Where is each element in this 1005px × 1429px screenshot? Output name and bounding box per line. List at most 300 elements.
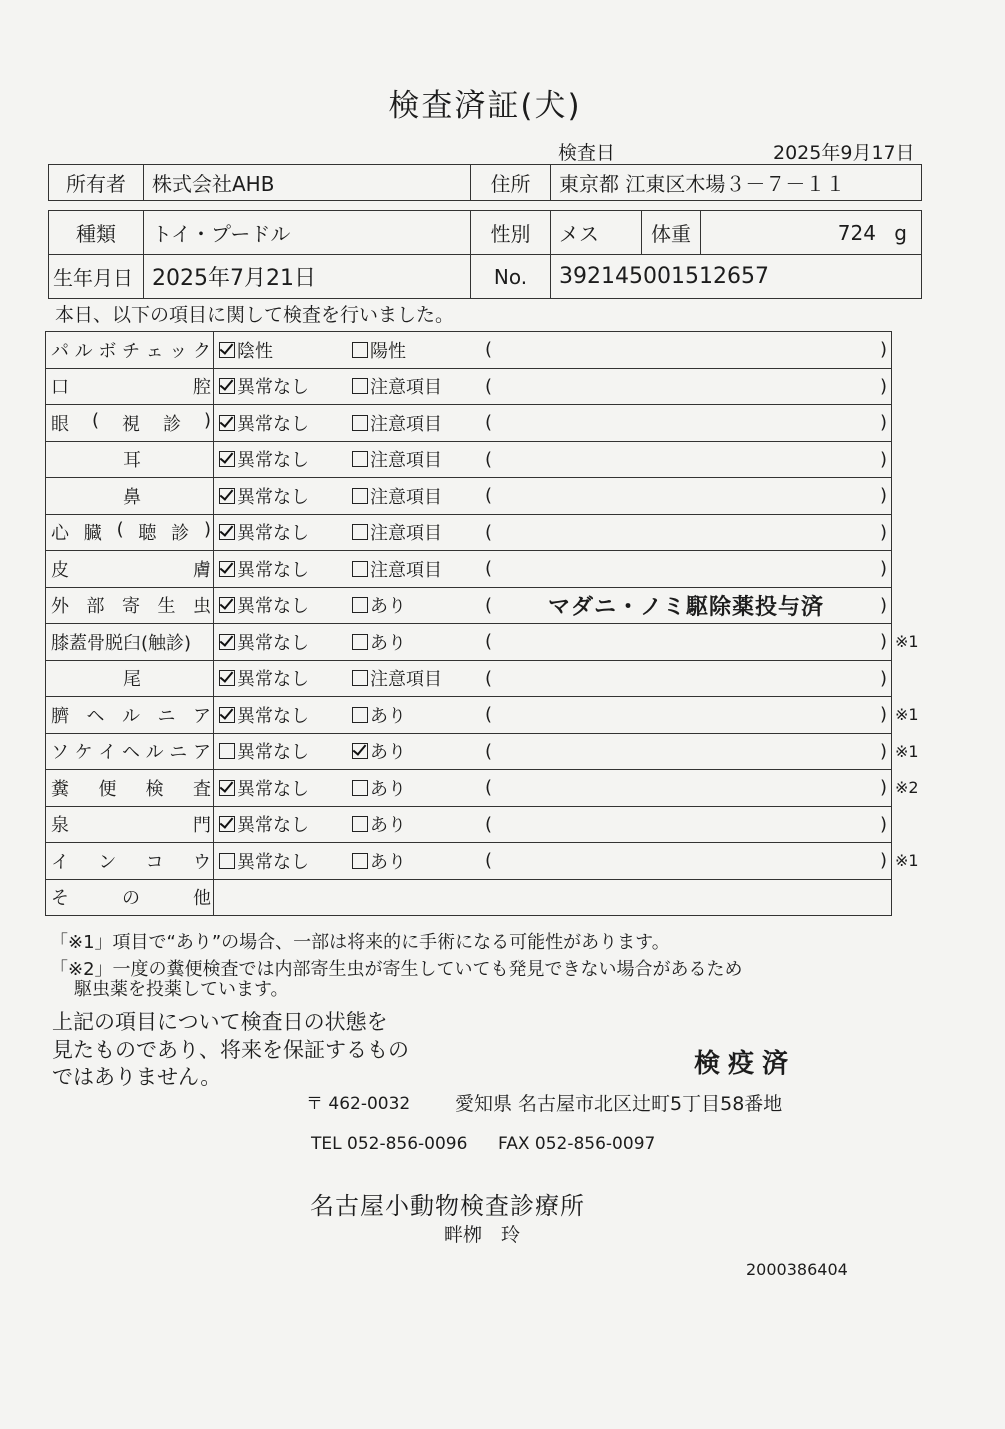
footnote-2a: 「※2」一度の糞便検査では内部寄生虫が寄生していても発見できない場合があるため [50, 959, 743, 980]
option-1[interactable] [219, 373, 352, 399]
exam-result [214, 368, 892, 405]
close-paren: ) [879, 813, 887, 835]
option-1-label: 異常なし [237, 815, 309, 837]
exam-result [214, 733, 892, 770]
exam-result-options [219, 410, 891, 436]
no-value: 392145001512657 [551, 255, 922, 299]
item-label-char: 糞 [51, 778, 69, 800]
close-paren: ) [879, 631, 887, 653]
exam-row [46, 660, 892, 697]
item-label-char: 視 [122, 413, 140, 435]
exam-item-label [46, 587, 214, 624]
note-field [485, 631, 887, 652]
item-label-char: ア [192, 742, 211, 764]
option-1-label: 異常なし [237, 778, 309, 800]
option-2[interactable] [352, 702, 485, 728]
exam-result-options [219, 556, 891, 582]
item-label-char: 鼻 [123, 486, 141, 508]
item-label-char: 臍 [51, 705, 69, 727]
option-2-label: 注意項目 [370, 450, 442, 472]
option-1-label: 陰性 [237, 340, 273, 362]
note-field [485, 339, 887, 360]
breed-label: 種類 [49, 211, 144, 255]
checkbox-icon [219, 342, 235, 358]
checkbox-icon [219, 634, 235, 650]
item-label-char: 皮 [51, 559, 69, 581]
item-label-char: ク [192, 340, 211, 362]
exam-row [46, 405, 892, 442]
exam-row [46, 733, 892, 770]
checkbox-icon [352, 780, 368, 796]
close-paren: ) [879, 339, 887, 361]
note-field [485, 704, 887, 725]
item-label-char: 門 [193, 815, 211, 837]
exam-item-label [46, 478, 214, 515]
exam-result-options [219, 665, 891, 691]
footnote-mark: ※1 [895, 850, 919, 870]
note-field [485, 558, 887, 579]
note-field [485, 412, 887, 433]
exam-row [46, 587, 892, 624]
option-2[interactable] [352, 373, 485, 399]
option-1-label: 異常なし [237, 596, 309, 618]
option-1-label: 異常なし [237, 450, 309, 472]
note-text: マダニ・ノミ駆除薬投与済 [547, 594, 824, 620]
open-paren: ( [485, 850, 493, 872]
item-label-char: 泉 [51, 815, 69, 837]
close-paren: ) [879, 777, 887, 799]
item-label-text [51, 446, 213, 472]
item-label-char: そ [51, 888, 69, 910]
exam-result [214, 478, 892, 515]
item-label-char: 膚 [193, 559, 211, 581]
exam-item-label [46, 624, 214, 661]
footnote-mark: ※2 [895, 777, 919, 797]
option-2[interactable] [352, 848, 485, 874]
option-1[interactable] [219, 811, 352, 837]
item-label-text [51, 519, 213, 545]
checkbox-icon [352, 743, 368, 759]
breed-value: トイ・プードル [144, 211, 471, 255]
footnote-1: 「※1」項目で“あり”の場合、一部は将来的に手術になる可能性があります。 [50, 932, 670, 953]
item-label-text [51, 556, 213, 582]
exam-result-options [219, 811, 891, 837]
exam-item-label [46, 806, 214, 843]
exam-result-options [219, 446, 891, 472]
open-paren: ( [485, 631, 493, 653]
item-label-text [51, 337, 213, 363]
exam-row [46, 843, 892, 880]
checkbox-icon [352, 597, 368, 613]
option-1-label: 異常なし [237, 559, 309, 581]
option-1[interactable] [219, 775, 352, 801]
weight-label: 体重 [642, 211, 701, 255]
option-1[interactable] [219, 665, 352, 691]
exam-item-label [46, 843, 214, 880]
option-1[interactable] [219, 519, 352, 545]
item-label-text [51, 775, 213, 801]
item-label-char: イ [51, 851, 69, 873]
item-label-char: チ [121, 340, 140, 362]
exam-item-label [46, 697, 214, 734]
item-label-char: ソ [51, 742, 69, 764]
option-2-label: 注意項目 [370, 377, 442, 399]
birth-label: 生年月日 [49, 255, 144, 299]
exam-row [46, 478, 892, 515]
address-value: 東京都 江東区木場３－７－１１ [551, 165, 922, 201]
exam-item-label [46, 551, 214, 588]
item-label-char: 検 [145, 778, 164, 800]
option-2-label: あり [370, 815, 406, 837]
exam-item-label [46, 405, 214, 442]
exam-result [214, 441, 892, 478]
item-label-char: ヘ [121, 742, 140, 764]
exam-result-options [219, 373, 891, 399]
item-label-char: ) [203, 409, 211, 431]
exam-result-options [219, 519, 891, 545]
sex-label: 性別 [471, 211, 551, 255]
exam-result [214, 697, 892, 734]
item-label-text [51, 884, 213, 910]
close-paren: ) [879, 740, 887, 762]
checkbox-icon [219, 597, 235, 613]
option-2-label: 注意項目 [370, 413, 442, 435]
option-2[interactable] [352, 738, 485, 764]
note-field [485, 522, 887, 543]
owner-label: 所有者 [49, 165, 144, 201]
item-label-text [51, 483, 213, 509]
option-1-label: 異常なし [237, 413, 309, 435]
option-1[interactable] [219, 848, 352, 874]
item-label-text [51, 811, 213, 837]
item-label-char: 腔 [193, 377, 211, 399]
open-paren: ( [485, 704, 493, 726]
item-label-char: ) [203, 519, 211, 541]
option-2-label: あり [370, 742, 406, 764]
clinic-name: 名古屋小動物検査診療所 [310, 1192, 585, 1220]
item-label-char: ル [74, 340, 93, 362]
item-label-text [51, 410, 213, 436]
option-2[interactable] [352, 483, 485, 509]
option-2[interactable] [352, 519, 485, 545]
item-label-char: 診 [171, 523, 190, 545]
option-1[interactable] [219, 592, 352, 618]
option-1-label: 異常なし [237, 851, 309, 873]
close-paren: ) [879, 448, 887, 470]
exam-result-options [219, 590, 891, 621]
sex-value: メス [551, 211, 642, 255]
checkbox-icon [352, 670, 368, 686]
option-1[interactable] [219, 446, 352, 472]
exam-row [46, 368, 892, 405]
disclaimer-line-2: 見たものであり、将来を保証するもの [52, 1038, 409, 1062]
exam-result [214, 660, 892, 697]
item-label-char: 虫 [193, 596, 211, 618]
open-paren: ( [485, 375, 493, 397]
option-2[interactable] [352, 811, 485, 837]
other-field[interactable] [214, 879, 892, 916]
checkbox-icon [352, 524, 368, 540]
exam-table [45, 331, 892, 916]
option-1-label: 異常なし [237, 523, 309, 545]
item-label-text [51, 702, 213, 728]
checkbox-icon [352, 342, 368, 358]
item-label-char: ヘ [86, 705, 105, 727]
open-paren: ( [485, 740, 493, 762]
exam-result-options [219, 738, 891, 764]
item-label-char: 査 [192, 778, 211, 800]
intro-text: 本日、以下の項目に関して検査を行いました。 [55, 304, 455, 326]
close-paren: ) [879, 667, 887, 689]
option-1[interactable] [219, 738, 352, 764]
clinic-address: 愛知県 名古屋市北区辻町5丁目58番地 [455, 1093, 783, 1115]
note-field [485, 741, 887, 762]
item-label-char: イ [98, 742, 117, 764]
exam-row [46, 514, 892, 551]
item-label-char: 部 [86, 596, 105, 618]
note-field [485, 376, 887, 397]
item-label-char: ェ [145, 340, 164, 362]
item-label-char: 眼 [51, 413, 69, 435]
close-paren: ) [879, 485, 887, 507]
exam-row [46, 551, 892, 588]
item-label-char: 心 [51, 523, 69, 545]
option-1-label: 異常なし [237, 486, 309, 508]
option-1-label: 異常なし [237, 669, 309, 691]
item-label-char: ( [116, 519, 124, 541]
option-2[interactable] [352, 337, 485, 363]
item-label-text [51, 848, 213, 874]
option-2[interactable] [352, 446, 485, 472]
checkbox-icon [352, 634, 368, 650]
checkbox-icon [352, 707, 368, 723]
doctor-name: 畔栁 玲 [444, 1224, 521, 1246]
exam-item-label [46, 368, 214, 405]
open-paren: ( [485, 448, 493, 470]
option-2-label: あり [370, 705, 406, 727]
exam-item-label [46, 332, 214, 369]
item-label-char: 外 [51, 596, 69, 618]
item-label-char: 寄 [122, 596, 140, 618]
item-label-char: ケ [74, 742, 93, 764]
exam-date: 2025年9月17日 [773, 142, 915, 164]
option-2[interactable] [352, 410, 485, 436]
item-label-char: ニ [169, 742, 188, 764]
option-2-label: 注意項目 [370, 486, 442, 508]
note-field [485, 590, 887, 621]
checkbox-icon [352, 488, 368, 504]
other-item-label [46, 879, 214, 916]
exam-result [214, 405, 892, 442]
footnote-mark: ※1 [895, 631, 919, 651]
exam-result-options [219, 775, 891, 801]
item-label-char: 膝蓋骨脱臼(触診) [51, 632, 192, 654]
option-2-label: 注意項目 [370, 669, 442, 691]
item-label-text [51, 373, 213, 399]
checkbox-icon [219, 524, 235, 540]
exam-row [46, 441, 892, 478]
checkbox-icon [352, 378, 368, 394]
option-2[interactable] [352, 629, 485, 655]
checkbox-icon [352, 816, 368, 832]
weight-number: 724 [837, 220, 876, 245]
weight-value [701, 211, 922, 255]
exam-row [46, 332, 892, 369]
option-2-label: あり [370, 778, 406, 800]
item-label-char: ( [91, 409, 100, 431]
option-1[interactable] [219, 337, 352, 363]
checkbox-icon [219, 670, 235, 686]
pet-table [48, 210, 922, 299]
exam-result-options [219, 337, 891, 363]
exam-result [214, 770, 892, 807]
item-label-char: ル [145, 742, 164, 764]
birth-value: 2025年7月21日 [144, 255, 471, 299]
exam-result-options [219, 848, 891, 874]
exam-result [214, 843, 892, 880]
item-label-text [51, 629, 213, 655]
owner-table [48, 164, 922, 201]
item-label-text [51, 738, 213, 764]
exam-result [214, 806, 892, 843]
close-paren: ) [879, 850, 887, 872]
exam-item-label [46, 514, 214, 551]
exam-result [214, 514, 892, 551]
option-2-label: 注意項目 [370, 559, 442, 581]
disclaimer-line-1: 上記の項目について検査日の状態を [52, 1010, 388, 1034]
option-1[interactable] [219, 629, 352, 655]
checkbox-icon [352, 561, 368, 577]
option-1[interactable] [219, 410, 352, 436]
document-title: 検査済証(犬) [388, 88, 582, 124]
exam-result-options [219, 702, 891, 728]
item-label-char: 他 [193, 888, 211, 910]
item-label-char: 便 [98, 778, 117, 800]
checkbox-icon [352, 415, 368, 431]
checkbox-icon [219, 415, 235, 431]
open-paren: ( [485, 813, 493, 835]
footnote-2b: 駆虫薬を投薬しています。 [74, 979, 289, 1000]
item-label-char: の [122, 888, 140, 910]
checkbox-icon [352, 451, 368, 467]
checkbox-icon [219, 451, 235, 467]
exam-date-label: 検査日 [558, 142, 616, 164]
note-field [485, 449, 887, 470]
item-label-text [51, 665, 213, 691]
disclaimer-line-3: ではありません。 [52, 1065, 222, 1089]
owner-value: 株式会社AHB [144, 165, 471, 201]
clinic-fax: FAX 052-856-0097 [498, 1134, 656, 1154]
document-number: 2000386404 [746, 1260, 848, 1279]
exam-result [214, 551, 892, 588]
footnote-mark: ※1 [895, 704, 919, 724]
exam-row [46, 770, 892, 807]
clinic-tel: TEL 052-856-0096 [311, 1134, 468, 1154]
checkbox-icon [219, 743, 235, 759]
quarantine-stamp: 検疫済 [694, 1049, 797, 1079]
checkbox-icon [352, 853, 368, 869]
postal-code: 〒 462-0032 [306, 1094, 411, 1114]
option-2[interactable] [352, 592, 485, 618]
open-paren: ( [485, 485, 493, 507]
close-paren: ) [879, 521, 887, 543]
item-label-char: ニ [157, 705, 176, 727]
item-label-char: 生 [157, 596, 176, 618]
checkbox-icon [219, 816, 235, 832]
option-1[interactable] [219, 702, 352, 728]
checkbox-icon [219, 853, 235, 869]
open-paren: ( [485, 667, 493, 689]
option-2-label: あり [370, 851, 406, 873]
item-label-char: 耳 [123, 450, 141, 472]
item-label-char: 臓 [83, 523, 102, 545]
exam-result [214, 587, 892, 624]
close-paren: ) [879, 704, 887, 726]
exam-item-label [46, 660, 214, 697]
exam-item-label [46, 733, 214, 770]
exam-row [46, 624, 892, 661]
checkbox-icon [219, 780, 235, 796]
item-label-char: ル [122, 705, 140, 727]
exam-result-options [219, 629, 891, 655]
option-2[interactable] [352, 665, 485, 691]
exam-result [214, 624, 892, 661]
exam-item-label [46, 770, 214, 807]
option-1[interactable] [219, 556, 352, 582]
weight-unit: g [894, 220, 907, 245]
open-paren: ( [485, 594, 493, 616]
item-label-text [51, 592, 213, 618]
option-1-label: 異常なし [237, 705, 309, 727]
close-paren: ) [879, 412, 887, 434]
close-paren: ) [879, 558, 887, 580]
option-2[interactable] [352, 775, 485, 801]
item-label-char: ウ [192, 851, 211, 873]
close-paren: ) [879, 375, 887, 397]
exam-row [46, 697, 892, 734]
note-field [485, 485, 887, 506]
close-paren: ) [879, 594, 887, 616]
checkbox-icon [219, 707, 235, 723]
note-field [485, 668, 887, 689]
address-label: 住所 [471, 165, 551, 201]
note-field [485, 777, 887, 798]
exam-row [46, 806, 892, 843]
item-label-char: ン [98, 851, 117, 873]
footnote-mark: ※1 [895, 741, 919, 761]
no-label: No. [471, 255, 551, 299]
option-2[interactable] [352, 556, 485, 582]
note-field [485, 850, 887, 871]
open-paren: ( [485, 521, 493, 543]
item-label-char: パ [51, 340, 69, 362]
exam-row-other [46, 879, 892, 916]
option-1-label: 異常なし [237, 632, 309, 654]
option-1[interactable] [219, 483, 352, 509]
item-label-char: ボ [98, 340, 117, 362]
item-label-char: 聴 [138, 523, 157, 545]
open-paren: ( [485, 558, 493, 580]
open-paren: ( [485, 412, 493, 434]
option-1-label: 異常なし [237, 742, 309, 764]
option-1-label: 異常なし [237, 377, 309, 399]
item-label-char: 診 [162, 413, 181, 435]
checkbox-icon [219, 378, 235, 394]
item-label-char: 尾 [123, 669, 141, 691]
exam-item-label [46, 441, 214, 478]
option-2-label: 注意項目 [370, 523, 442, 545]
item-label-char: コ [145, 851, 164, 873]
